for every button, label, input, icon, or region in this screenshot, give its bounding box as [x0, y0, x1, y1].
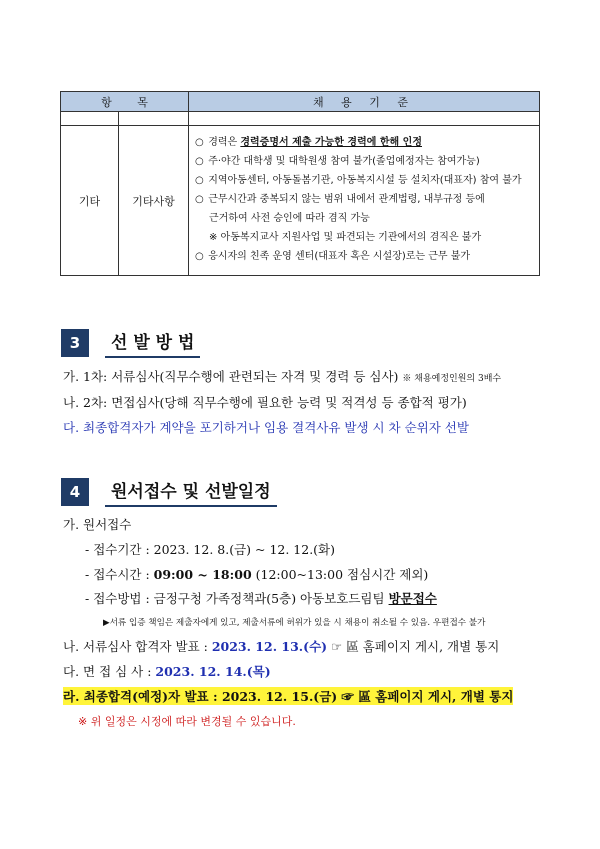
blank-row	[61, 112, 540, 126]
schedule-change-warning: ※ 위 일정은 시정에 따라 변경될 수 있습니다.	[78, 715, 296, 728]
criteria-item: ○ 근무시간과 중복되지 않는 범위 내에서 관계법령, 내부규정 등에	[195, 194, 485, 205]
section-number-badge: 3	[61, 329, 89, 357]
selection-step-1: 가. 1차: 서류심사(직무수행에 관련되는 자격 및 경력 등 심사) ※ 채용예정인원의 3배수	[63, 369, 502, 384]
application-note: ▶서류 입증 책임은 제출자에게 있고, 제출서류에 허위가 있을 시 채용이 취소될 수 있음. 우편접수 불가	[103, 618, 486, 628]
criteria-item: ○ 경력은 경력증명서 제출 가능한 경력에 한해 인정	[195, 137, 422, 148]
section-number-badge: 4	[61, 478, 89, 506]
section-3-heading	[61, 328, 200, 358]
criteria-note: ※ 아동복지교사 지원사업 및 파견되는 기관에서의 겸직은 불가	[209, 232, 482, 243]
header-criteria: 채 용 기 준	[189, 92, 540, 112]
selection-step-3: 다. 최종합격자가 계약을 포기하거나 임용 결격사유 발생 시 차 순위자 선발	[63, 420, 469, 435]
hiring-criteria-table	[60, 91, 540, 276]
table-header-row	[61, 92, 540, 112]
application-hours: - 접수시간 : 09:00 ~ 18:00 (12:00~13:00 점심시간 제외)	[85, 567, 429, 582]
section-title: 선 발 방 법	[105, 328, 200, 358]
selection-step-2: 나. 2차: 면접심사(당해 직무수행에 필요한 능력 및 적격성 등 종합적 평가)	[63, 395, 467, 410]
section-4-heading	[61, 477, 277, 507]
category-cell: 기타	[61, 126, 119, 276]
header-item: 항 목	[61, 92, 189, 112]
application-method: - 접수방법 : 금정구청 가족정책과(5층) 아동보호드림팀 방문접수	[85, 591, 437, 606]
table-row	[61, 126, 540, 276]
final-result-announcement: 라. 최종합격(예정)자 발표 : 2023. 12. 15.(금) ☞ 區 홈페이지 게시, 개별 통지	[63, 689, 514, 704]
section-title: 원서접수 및 선발일정	[105, 477, 277, 507]
document-result-announcement: 나. 서류심사 합격자 발표 : 2023. 12. 13.(수) ☞ 區 홈페이지 게시, 개별 통지	[63, 639, 500, 654]
criteria-item-continued: 근거하여 사전 승인에 따라 겸직 가능	[209, 213, 370, 224]
criteria-item: ○ 응시자의 친족 운영 센터(대표자 혹은 시설장)로는 근무 불가	[195, 251, 471, 262]
application-label: 가. 원서접수	[63, 517, 132, 532]
criteria-item: ○ 지역아동센터, 아동돌봄기관, 아동복지시설 등 설치자(대표자) 참여 불가	[195, 175, 522, 186]
interview-schedule: 다. 면 접 심 사 : 2023. 12. 14.(목)	[63, 664, 271, 679]
criteria-item: ○ 주·야간 대학생 및 대학원생 참여 불가(졸업예정자는 참여가능)	[195, 156, 480, 167]
application-period: - 접수기간 : 2023. 12. 8.(금) ~ 12. 12.(화)	[85, 542, 336, 557]
subcategory-cell: 기타사항	[119, 126, 189, 276]
criteria-list	[189, 126, 540, 276]
